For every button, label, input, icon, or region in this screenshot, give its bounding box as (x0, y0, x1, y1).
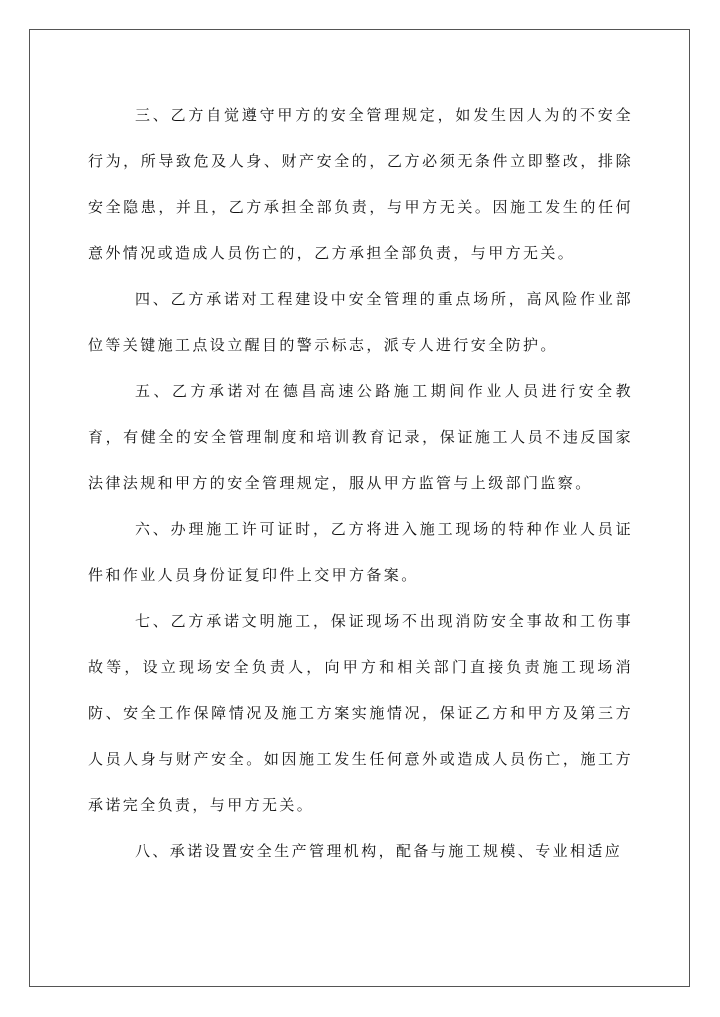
clause-6-paragraph: 六、办理施工许可证时，乙方将进入施工现场的特种作业人员证件和作业人员身份证复印件上交甲方备案。 (88, 520, 633, 584)
clause-8-paragraph: 八、承诺设置安全生产管理机构，配备与施工规模、专业相适应 (135, 842, 623, 860)
clause-5-paragraph: 五、乙方承诺对在德昌高速公路施工期间作业人员进行安全教育，有健全的安全管理制度和培训教育记录，保证施工人员不违反国家法律法规和甲方的安全管理规定，服从甲方监管与上级部门监察。 (88, 382, 633, 492)
clause-4-paragraph: 四、乙方承诺对工程建设中安全管理的重点场所，高风险作业部位等关键施工点设立醒目的警示标志，派专人进行安全防护。 (88, 290, 633, 354)
document-body (88, 92, 633, 874)
clause-7-paragraph: 七、乙方承诺文明施工，保证现场不出现消防安全事故和工伤事故等，设立现场安全负责人，向甲方和相关部门直接负责施工现场消防、安全工作保障情况及施工方案实施情况，保证乙方和甲方及第三方人员人身与财产安全。如因施工发生任何意外或造成人员伤亡，施工方承诺完全负责，与甲方无关。 (88, 612, 633, 814)
clause-3-paragraph: 三、乙方自觉遵守甲方的安全管理规定，如发生因人为的不安全行为，所导致危及人身、财产安全的，乙方必须无条件立即整改，排除安全隐患，并且，乙方承担全部负责，与甲方无关。因施工发生的任何意外情况或造成人员伤亡的，乙方承担全部负责，与甲方无关。 (88, 106, 633, 262)
